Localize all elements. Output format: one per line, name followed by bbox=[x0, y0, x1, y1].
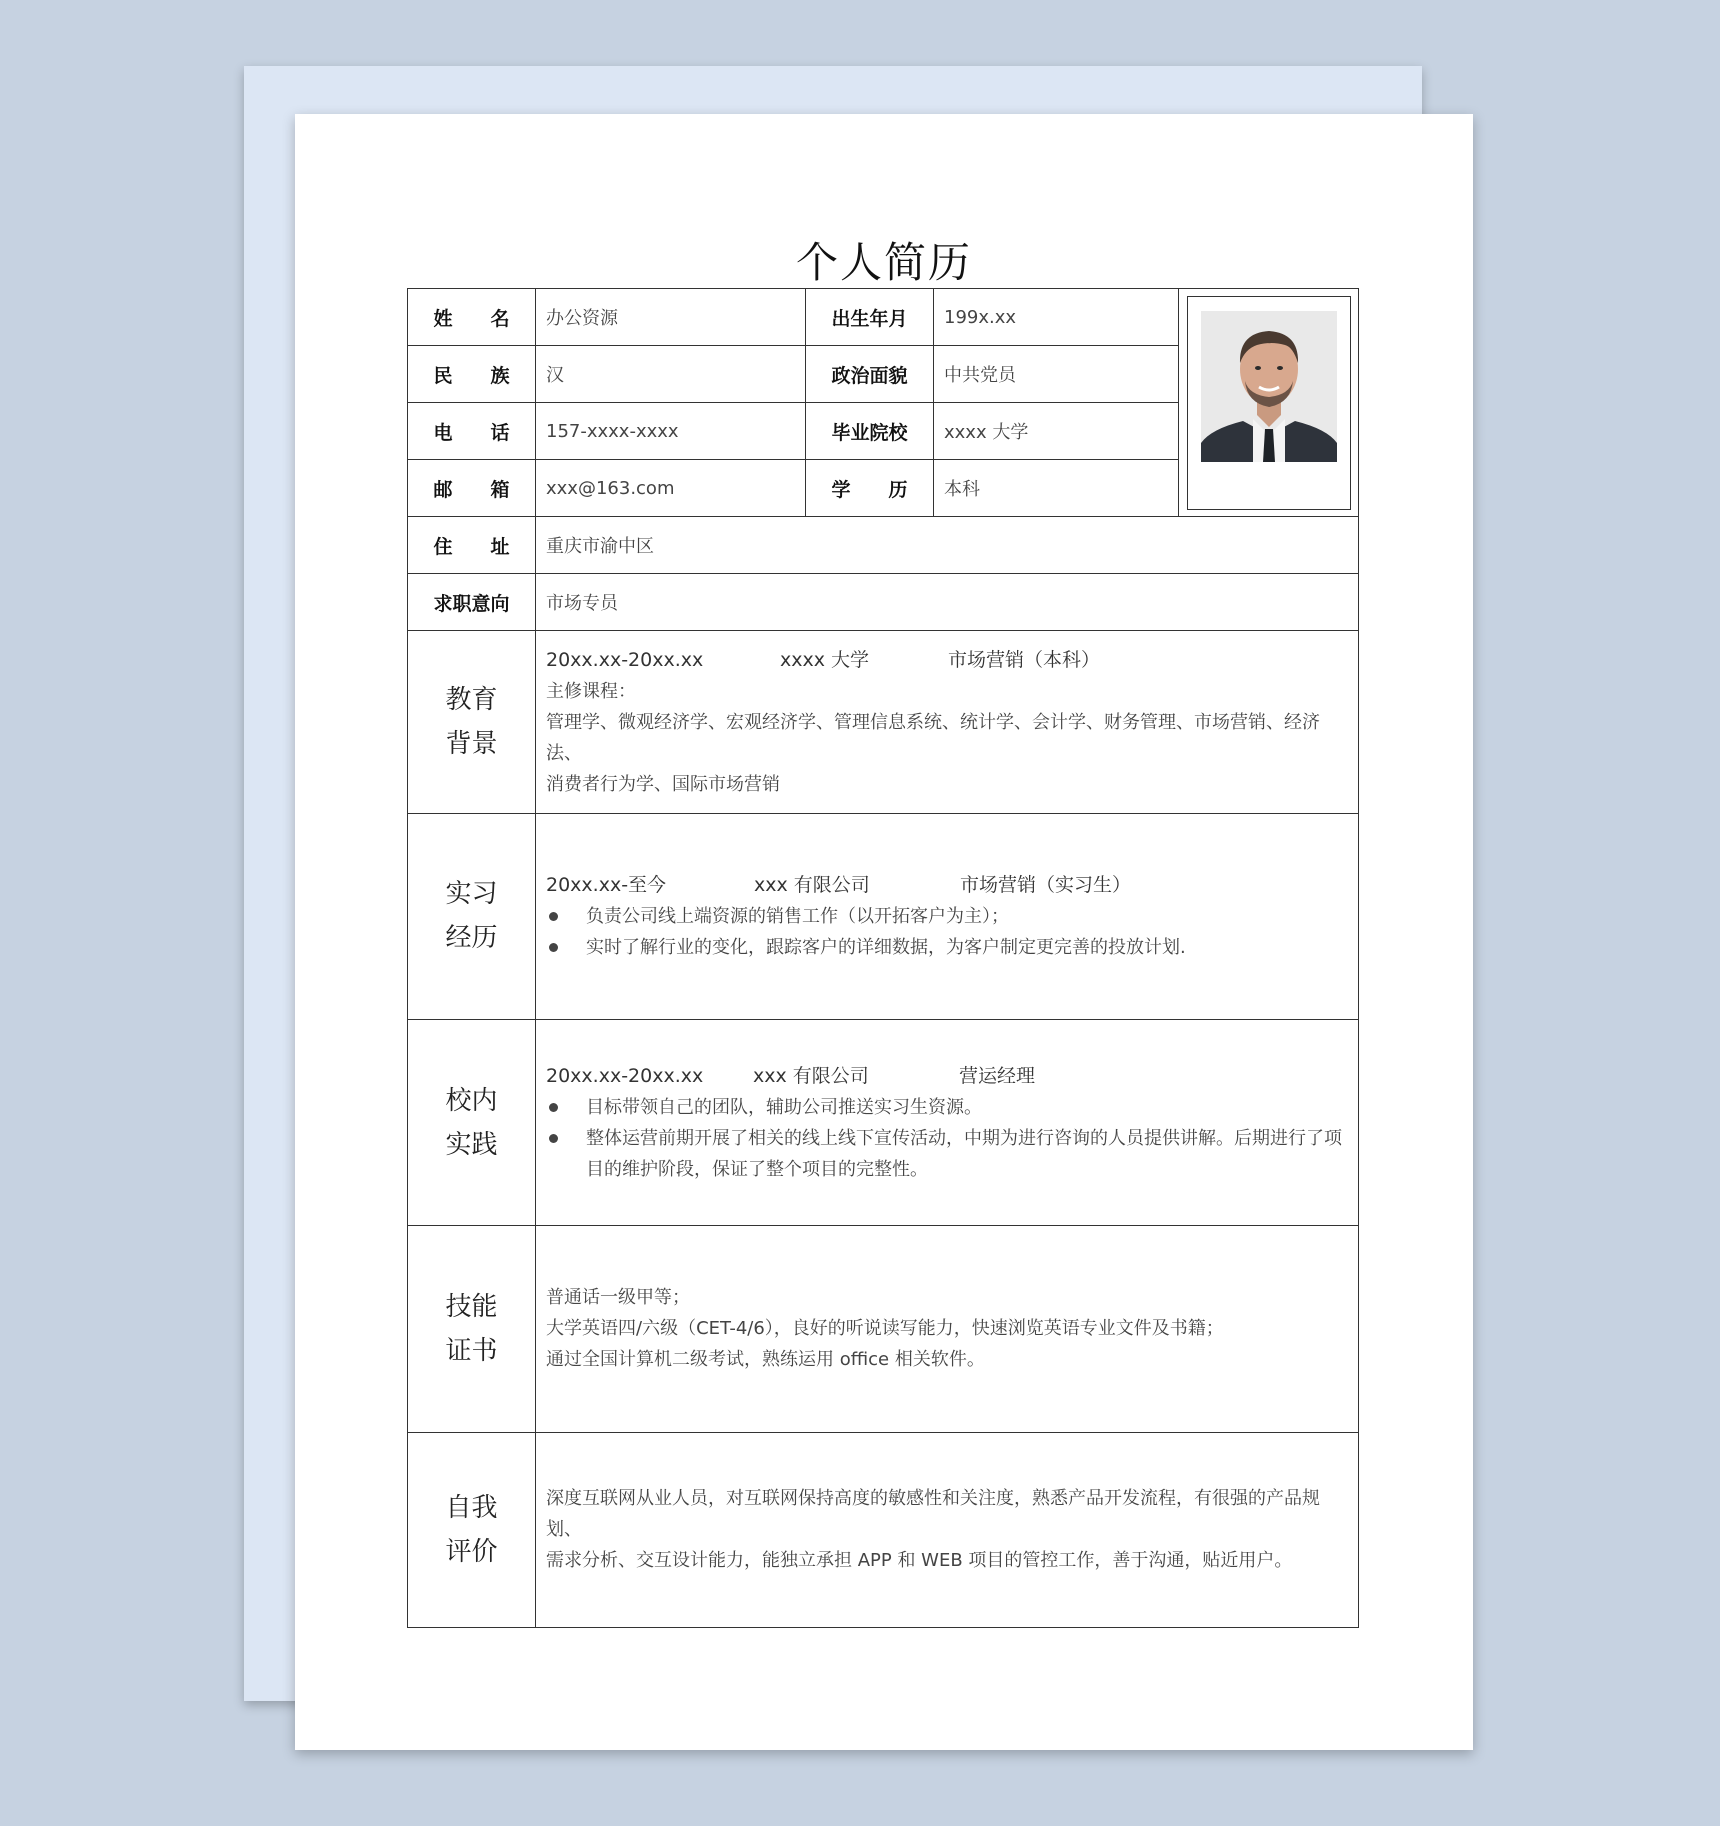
list-item: 整体运营前期开展了相关的线上线下宣传活动，中期为进行咨询的人员提供讲解。后期进行了项目的维护阶段，保证了整个项目的完整性。 bbox=[546, 1123, 1348, 1185]
skills-line: 普通话一级甲等； bbox=[546, 1287, 690, 1309]
school-value: xxxx 大学 bbox=[934, 403, 1179, 460]
education-school: xxxx 大学 bbox=[780, 648, 870, 671]
intent-value: 市场专员 bbox=[536, 574, 1359, 631]
address-value: 重庆市渝中区 bbox=[536, 517, 1359, 574]
email-value: xxx@163.com bbox=[536, 460, 806, 517]
education-section bbox=[408, 631, 1359, 813]
resume-page bbox=[295, 114, 1473, 1750]
internship-label: 实习 经历 bbox=[408, 813, 536, 1019]
campus-role: 营运经理 bbox=[959, 1064, 1036, 1087]
person-photo bbox=[1201, 311, 1337, 462]
campus-body bbox=[536, 1020, 1359, 1226]
ethnic-value: 汉 bbox=[536, 346, 806, 403]
list-item: 实时了解行业的变化，跟踪客户的详细数据，为客户制定更完善的投放计划. bbox=[546, 932, 1348, 963]
education-body bbox=[536, 631, 1359, 813]
self-label: 自我 评价 bbox=[408, 1432, 536, 1627]
bullet-icon bbox=[549, 912, 558, 921]
courses-label: 主修课程： bbox=[546, 680, 636, 702]
table-row bbox=[408, 517, 1359, 574]
name-value: 办公资源 bbox=[536, 289, 806, 346]
internship-period: 20xx.xx-至今 bbox=[546, 873, 667, 896]
skills-line: 大学英语四/六级（CET-4/6），良好的听说读写能力，快速浏览英语专业文件及书籍； bbox=[546, 1318, 1224, 1340]
phone-label: 电 话 bbox=[408, 403, 536, 460]
intent-label: 求职意向 bbox=[408, 574, 536, 631]
table-row bbox=[408, 574, 1359, 631]
political-label: 政治面貌 bbox=[806, 346, 934, 403]
campus-label: 校内 实践 bbox=[408, 1020, 536, 1226]
page-title: 个人简历 bbox=[795, 238, 972, 287]
political-value: 中共党员 bbox=[934, 346, 1179, 403]
degree-value: 本科 bbox=[934, 460, 1179, 517]
resume-table bbox=[407, 288, 1359, 1628]
bullet-icon bbox=[549, 1103, 558, 1112]
phone-value: 157-xxxx-xxxx bbox=[536, 403, 806, 460]
self-line: 深度互联网从业人员，对互联网保持高度的敏感性和关注度，熟悉产品开发流程，有很强的产品规划、 bbox=[546, 1488, 1320, 1541]
skills-line: 通过全国计算机二级考试，熟练运用 office 相关软件。 bbox=[546, 1349, 985, 1371]
internship-role: 市场营销（实习生） bbox=[960, 873, 1132, 896]
photo-cell bbox=[1179, 289, 1359, 517]
education-period: 20xx.xx-20xx.xx bbox=[546, 648, 704, 671]
table-row bbox=[408, 289, 1359, 346]
birth-label: 出生年月 bbox=[806, 289, 934, 346]
education-label: 教育 背景 bbox=[408, 631, 536, 813]
internship-company: xxx 有限公司 bbox=[754, 873, 870, 896]
skills-section bbox=[408, 1226, 1359, 1432]
school-label: 毕业院校 bbox=[806, 403, 934, 460]
self-line: 需求分析、交互设计能力，能独立承担 APP 和 WEB 项目的管控工作，善于沟通，贴近用户。 bbox=[546, 1550, 1293, 1572]
internship-section bbox=[408, 813, 1359, 1019]
self-section bbox=[408, 1432, 1359, 1627]
list-item: 目标带领自己的团队，辅助公司推送实习生资源。 bbox=[546, 1092, 1348, 1123]
name-label: 姓 名 bbox=[408, 289, 536, 346]
campus-company: xxx 有限公司 bbox=[753, 1064, 869, 1087]
education-major: 市场营销（本科） bbox=[948, 648, 1101, 671]
skills-body bbox=[536, 1226, 1359, 1432]
email-label: 邮 箱 bbox=[408, 460, 536, 517]
photo-frame bbox=[1187, 296, 1351, 510]
campus-period: 20xx.xx-20xx.xx bbox=[546, 1064, 704, 1087]
bullet-icon bbox=[549, 1134, 558, 1143]
campus-section bbox=[408, 1020, 1359, 1226]
skills-label: 技能 证书 bbox=[408, 1226, 536, 1432]
ethnic-label: 民 族 bbox=[408, 346, 536, 403]
bullet-icon bbox=[549, 943, 558, 952]
courses-line: 消费者行为学、国际市场营销 bbox=[546, 773, 780, 795]
self-body bbox=[536, 1432, 1359, 1627]
courses-line: 管理学、微观经济学、宏观经济学、管理信息系统、统计学、会计学、财务管理、市场营销、经济法、 bbox=[546, 711, 1320, 764]
address-label: 住 址 bbox=[408, 517, 536, 574]
internship-body bbox=[536, 813, 1359, 1019]
birth-value: 199x.xx bbox=[934, 289, 1179, 346]
list-item: 负责公司线上端资源的销售工作（以开拓客户为主）； bbox=[546, 901, 1348, 932]
degree-label: 学 历 bbox=[806, 460, 934, 517]
